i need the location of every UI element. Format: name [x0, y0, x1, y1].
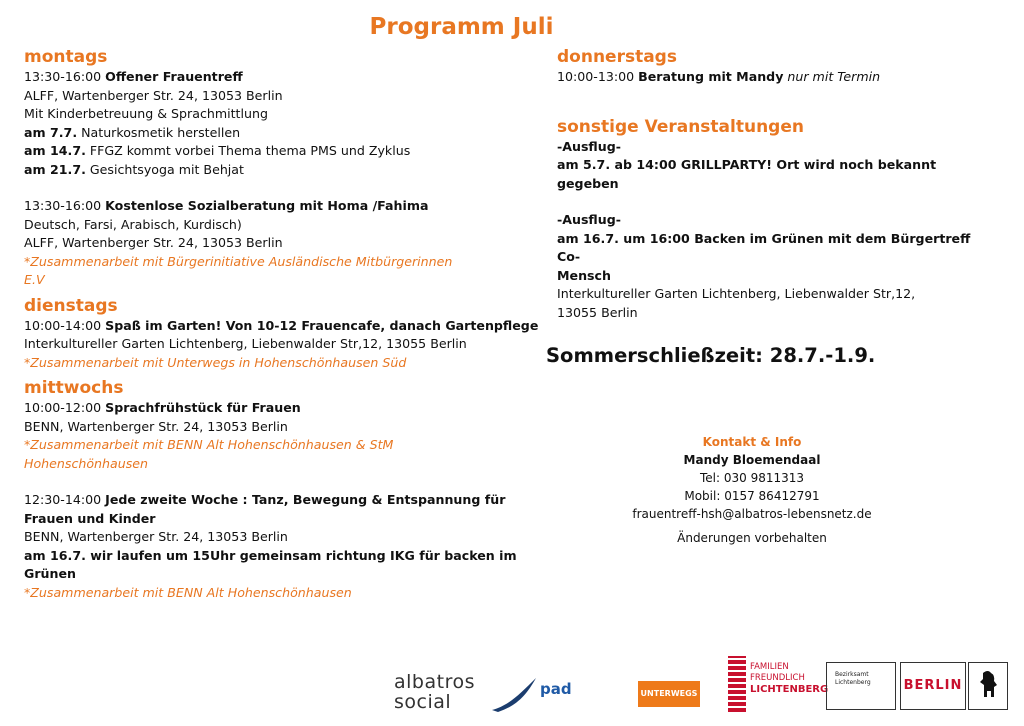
- event-note: *Zusammenarbeit mit Bürgerinitiative Ausländische Mitbürgerinnen: [24, 253, 453, 269]
- event-title: Jede zweite Woche : Tanz, Bewegung & Entspannung für: [105, 492, 506, 507]
- bezirksamt-logo: [826, 662, 896, 710]
- contact-tel: Tel: 030 9811313: [699, 471, 805, 485]
- contact-name: Mandy Bloemendaal: [683, 453, 821, 467]
- event-topic: Gesichtsyoga mit Behjat: [85, 161, 244, 177]
- event-address-cont: 13055 Berlin: [557, 304, 638, 320]
- event-tanz-bewegung: [24, 491, 544, 602]
- berlin-bear-icon: [968, 662, 1008, 710]
- unterwegs-logo: UNTERWEGS: [638, 681, 700, 707]
- albatros-logo: [394, 672, 475, 712]
- heading-dienstags: dienstags: [24, 295, 118, 316]
- event-ausflug-backen: [557, 211, 997, 322]
- event-address: BENN, Wartenberger Str. 24, 13053 Berlin: [24, 529, 288, 544]
- event-topic: Naturkosmetik herstellen: [77, 124, 241, 140]
- heading-sonstige: sonstige Veranstaltungen: [557, 116, 804, 137]
- event-title: Sprachfrühstück für Frauen: [105, 400, 301, 415]
- heading-montags: montags: [24, 47, 108, 67]
- summer-closure: Sommerschließzeit: 28.7.-1.9.: [546, 344, 876, 367]
- logo-text: social: [394, 691, 452, 713]
- contact-heading: Kontakt & Info: [702, 435, 802, 449]
- event-note: Hohenschönhausen: [24, 455, 149, 471]
- ffl-pattern-icon: [728, 656, 746, 712]
- event-suffix: nur mit Termin: [783, 69, 881, 84]
- event-note: *Zusammenarbeit mit BENN Alt Hohenschönhausen & StM: [24, 437, 394, 452]
- event-title: am 16.7. um 16:00 Backen im Grünen mit dem Bürgertreff Co-: [557, 230, 971, 264]
- event-extra: Mit Kinderbetreuung & Sprachmittlung: [24, 106, 268, 121]
- albatros-bird-icon: [490, 674, 540, 714]
- event-sozialberatung: [24, 197, 544, 290]
- event-time: 13:30-16:00: [24, 69, 106, 84]
- contact-note: Änderungen vorbehalten: [677, 531, 827, 545]
- logo-text: FREUNDLICH: [750, 673, 805, 683]
- event-spass-im-garten: [24, 317, 544, 373]
- contact-box: [602, 433, 902, 547]
- event-beratung-mandy: [557, 68, 997, 87]
- event-time: 10:00-13:00: [557, 69, 639, 84]
- event-offener-frauentreff: [24, 68, 544, 179]
- event-title-cont: Frauen und Kinder: [24, 510, 156, 526]
- event-time: 12:30-14:00: [24, 492, 106, 507]
- logo-text: LICHTENBERG: [750, 684, 829, 695]
- event-announcement: am 16.7. wir laufen um 15Uhr gemeinsam richtung IKG für backen im: [24, 547, 517, 563]
- event-title: Spaß im Garten! Von 10-12 Frauencafe, danach Gartenpflege: [105, 317, 539, 333]
- logo-text: albatros: [394, 671, 475, 693]
- left-column: [24, 47, 544, 602]
- event-address: ALFF, Wartenberger Str. 24, 13053 Berlin: [24, 235, 283, 250]
- logo-text: Bezirksamt: [835, 671, 869, 678]
- event-address: Interkultureller Garten Lichtenberg, Liebenwalder Str,12,: [557, 286, 916, 301]
- event-address: ALFF, Wartenberger Str. 24, 13053 Berlin: [24, 87, 283, 103]
- event-date: am 14.7.: [24, 143, 86, 158]
- familienfreundlich-lichtenberg-logo: [728, 656, 829, 716]
- event-address: Interkultureller Garten Lichtenberg, Liebenwalder Str,12, 13055 Berlin: [24, 336, 467, 351]
- logo-bar: [390, 652, 1020, 722]
- event-time: 10:00-12:00: [24, 400, 106, 415]
- event-note: E.V: [24, 272, 45, 287]
- event-label: -Ausflug-: [557, 138, 621, 154]
- heading-donnerstags: donnerstags: [557, 47, 677, 67]
- event-title: Beratung mit Mandy: [638, 69, 784, 84]
- right-column: [557, 47, 997, 322]
- event-address: BENN, Wartenberger Str. 24, 13053 Berlin: [24, 418, 288, 434]
- event-title-cont: gegeben: [557, 175, 619, 191]
- event-title-cont: Mensch: [557, 267, 611, 283]
- event-title: am 5.7. ab 14:00 GRILLPARTY! Ort wird noch bekannt: [557, 157, 937, 172]
- pad-logo: pad: [540, 680, 572, 698]
- event-ausflug-grillparty: [557, 138, 997, 194]
- logo-text: FAMILIEN: [750, 662, 789, 672]
- event-announcement-cont: Grünen: [24, 566, 76, 581]
- event-date: am 21.7.: [24, 161, 86, 177]
- heading-mittwochs: mittwochs: [24, 378, 124, 398]
- contact-mobil: Mobil: 0157 86412791: [684, 489, 820, 503]
- page-title: Programm Juli: [369, 14, 554, 40]
- contact-email: frauentreff-hsh@albatros-lebensnetz.de: [632, 507, 872, 521]
- event-label: -Ausflug-: [557, 212, 621, 227]
- event-sprachfruehstueck: [24, 399, 544, 473]
- event-topic: FFGZ kommt vorbei Thema thema PMS und Zyklus: [85, 143, 411, 158]
- berlin-logo: BERLIN: [900, 662, 966, 710]
- event-title: Offener Frauentreff: [105, 69, 243, 84]
- event-languages: Deutsch, Farsi, Arabisch, Kurdisch): [24, 216, 242, 232]
- event-title: Kostenlose Sozialberatung mit Homa /Fahima: [105, 198, 429, 213]
- event-time: 10:00-14:00: [24, 317, 106, 333]
- event-note: *Zusammenarbeit mit Unterwegs in Hohenschönhausen Süd: [24, 354, 407, 370]
- event-date: am 7.7.: [24, 124, 78, 140]
- event-note: *Zusammenarbeit mit BENN Alt Hohenschönhausen: [24, 584, 352, 600]
- event-time: 13:30-16:00: [24, 198, 106, 213]
- logo-text: Lichtenberg: [835, 679, 871, 686]
